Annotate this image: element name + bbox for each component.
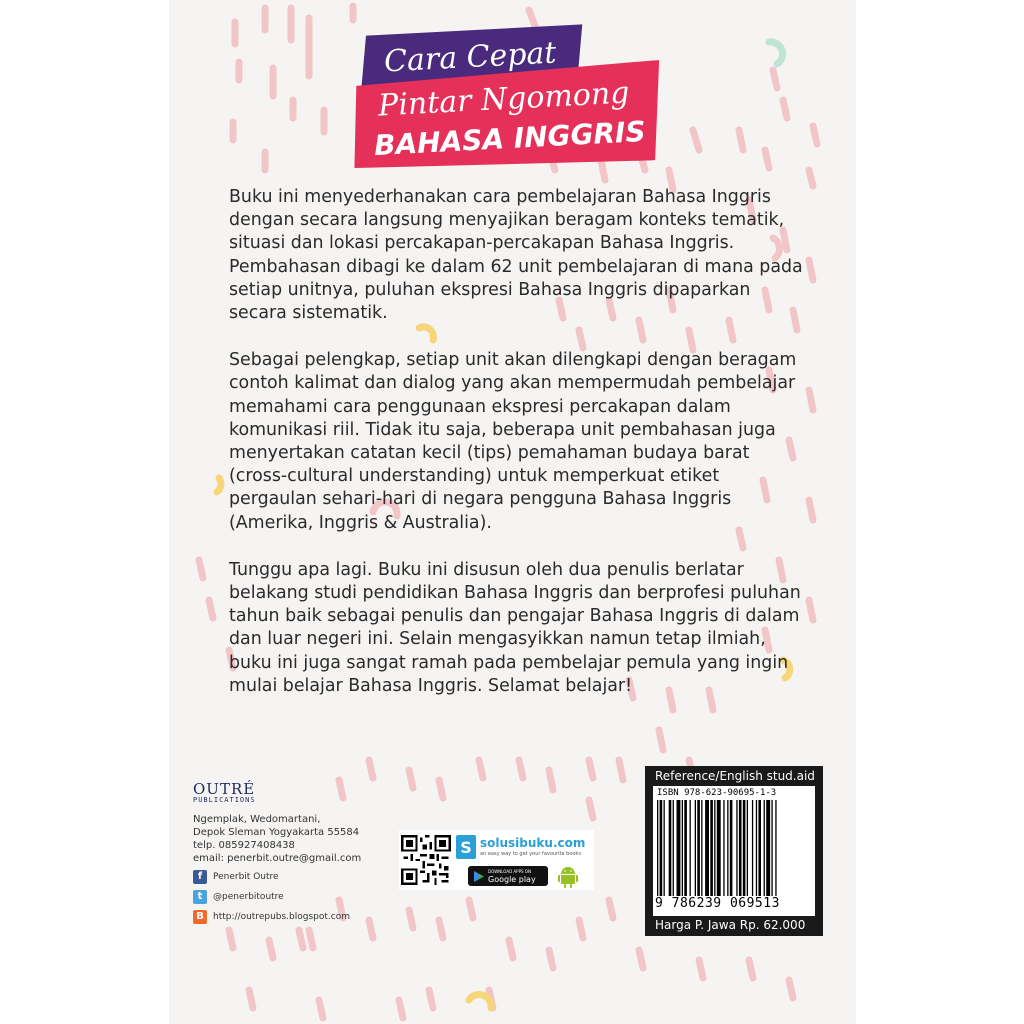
- book-title: [364, 30, 674, 170]
- address-line-1: Ngemplak, Wedomartani,: [193, 814, 321, 825]
- barcode-number: 9 786239 069513: [655, 896, 780, 911]
- twitter-label: @penerbitoutre: [213, 892, 284, 902]
- solusibuku-brand: [456, 833, 592, 887]
- phone: telp. 085927408438: [193, 840, 295, 851]
- solusibuku-logo-icon: S: [456, 835, 476, 859]
- address-line-2: Depok Sleman Yogyakarta 55584: [193, 827, 360, 838]
- google-play-small: DOWNLOAD APPS ON: [488, 869, 531, 874]
- android-icon: [556, 865, 580, 889]
- isbn-label: ISBN 978-623-90695-1-3: [657, 788, 777, 798]
- title-line-2: Pintar Ngomong: [377, 75, 631, 124]
- google-play-label: Google play: [488, 875, 536, 884]
- facebook-link: [193, 869, 393, 885]
- publisher-info: [193, 782, 393, 925]
- blogger-icon: B: [193, 910, 207, 924]
- price-label: Harga P. Jawa Rp. 62.000: [655, 918, 806, 932]
- title-line-1: Cara Cepat: [383, 35, 558, 80]
- facebook-label: Penerbit Outre: [213, 872, 279, 882]
- store-box: [399, 830, 594, 890]
- blurb-paragraph-2: Sebagai pelengkap, setiap unit akan dilengkapi dengan beragam contoh kalimat dan dialog yang akan mempermudah pembelajar memahami cara penggunaan ekspresi percakapan dalam komunikasi riil. Tidak itu saja, beberapa unit pembahasan juga menyertakan catatan kecil (tips) pemahaman budaya barat (cross-cultural understanding) untuk memperkuat etiket pergaulan sehari-hari di negara pengguna Bahasa Inggris (Amerika, Inggris & Australia).: [229, 350, 797, 533]
- title-line-3: BAHASA INGGRIS: [373, 114, 647, 163]
- solusibuku-name: solusibuku.com: [480, 836, 586, 850]
- solusibuku-tagline: an easy way to get your favourite books: [480, 851, 581, 857]
- barcode-bars: [657, 800, 811, 896]
- blurb-paragraph-1: Buku ini menyederhanakan cara pembelajaran Bahasa Inggris dengan secara langsung menyajikan beragam konteks tematik, situasi dan lokasi percakapan-percakapan Bahasa Inggris. Pembahasan dibagi ke dalam 62 unit pembelajaran di mana pada setiap unitnya, puluhan ekspresi Bahasa Inggris dipaparkan secara sistematik.: [229, 187, 803, 324]
- twitter-link: [193, 889, 393, 905]
- category-label: Reference/English stud.aid: [655, 769, 815, 783]
- blog-link: [193, 909, 393, 925]
- google-play-badge: [468, 866, 548, 886]
- google-play-icon: [474, 871, 484, 882]
- barcode: [653, 786, 815, 916]
- book-back-cover: [169, 0, 856, 1024]
- qr-code-icon: [401, 832, 451, 888]
- barcode-panel: [645, 766, 823, 936]
- blog-label: http://outrepubs.blogspot.com: [213, 912, 350, 922]
- blurb-paragraph-3: Tunggu apa lagi. Buku ini disusun oleh dua penulis berlatar belakang studi pendidikan Bahasa Inggris dan berprofesi puluhan tahun baik sebagai penulis dan pengajar Bahasa Inggris di dalam dan luar negeri ini. Selain mengasyikkan namun tetap ilmiah, buku ini juga sangat ramah pada pembelajar pemula yang ingin mulai belajar Bahasa Inggris. Selamat belajar!: [229, 559, 801, 696]
- publisher-logo: OUTRÉ: [193, 780, 256, 798]
- publisher-logo-sub: PUBLICATIONS: [193, 796, 256, 804]
- blurb: [229, 186, 809, 722]
- twitter-icon: t: [193, 890, 207, 904]
- facebook-icon: f: [193, 870, 207, 884]
- email: email: penerbit.outre@gmail.com: [193, 853, 362, 864]
